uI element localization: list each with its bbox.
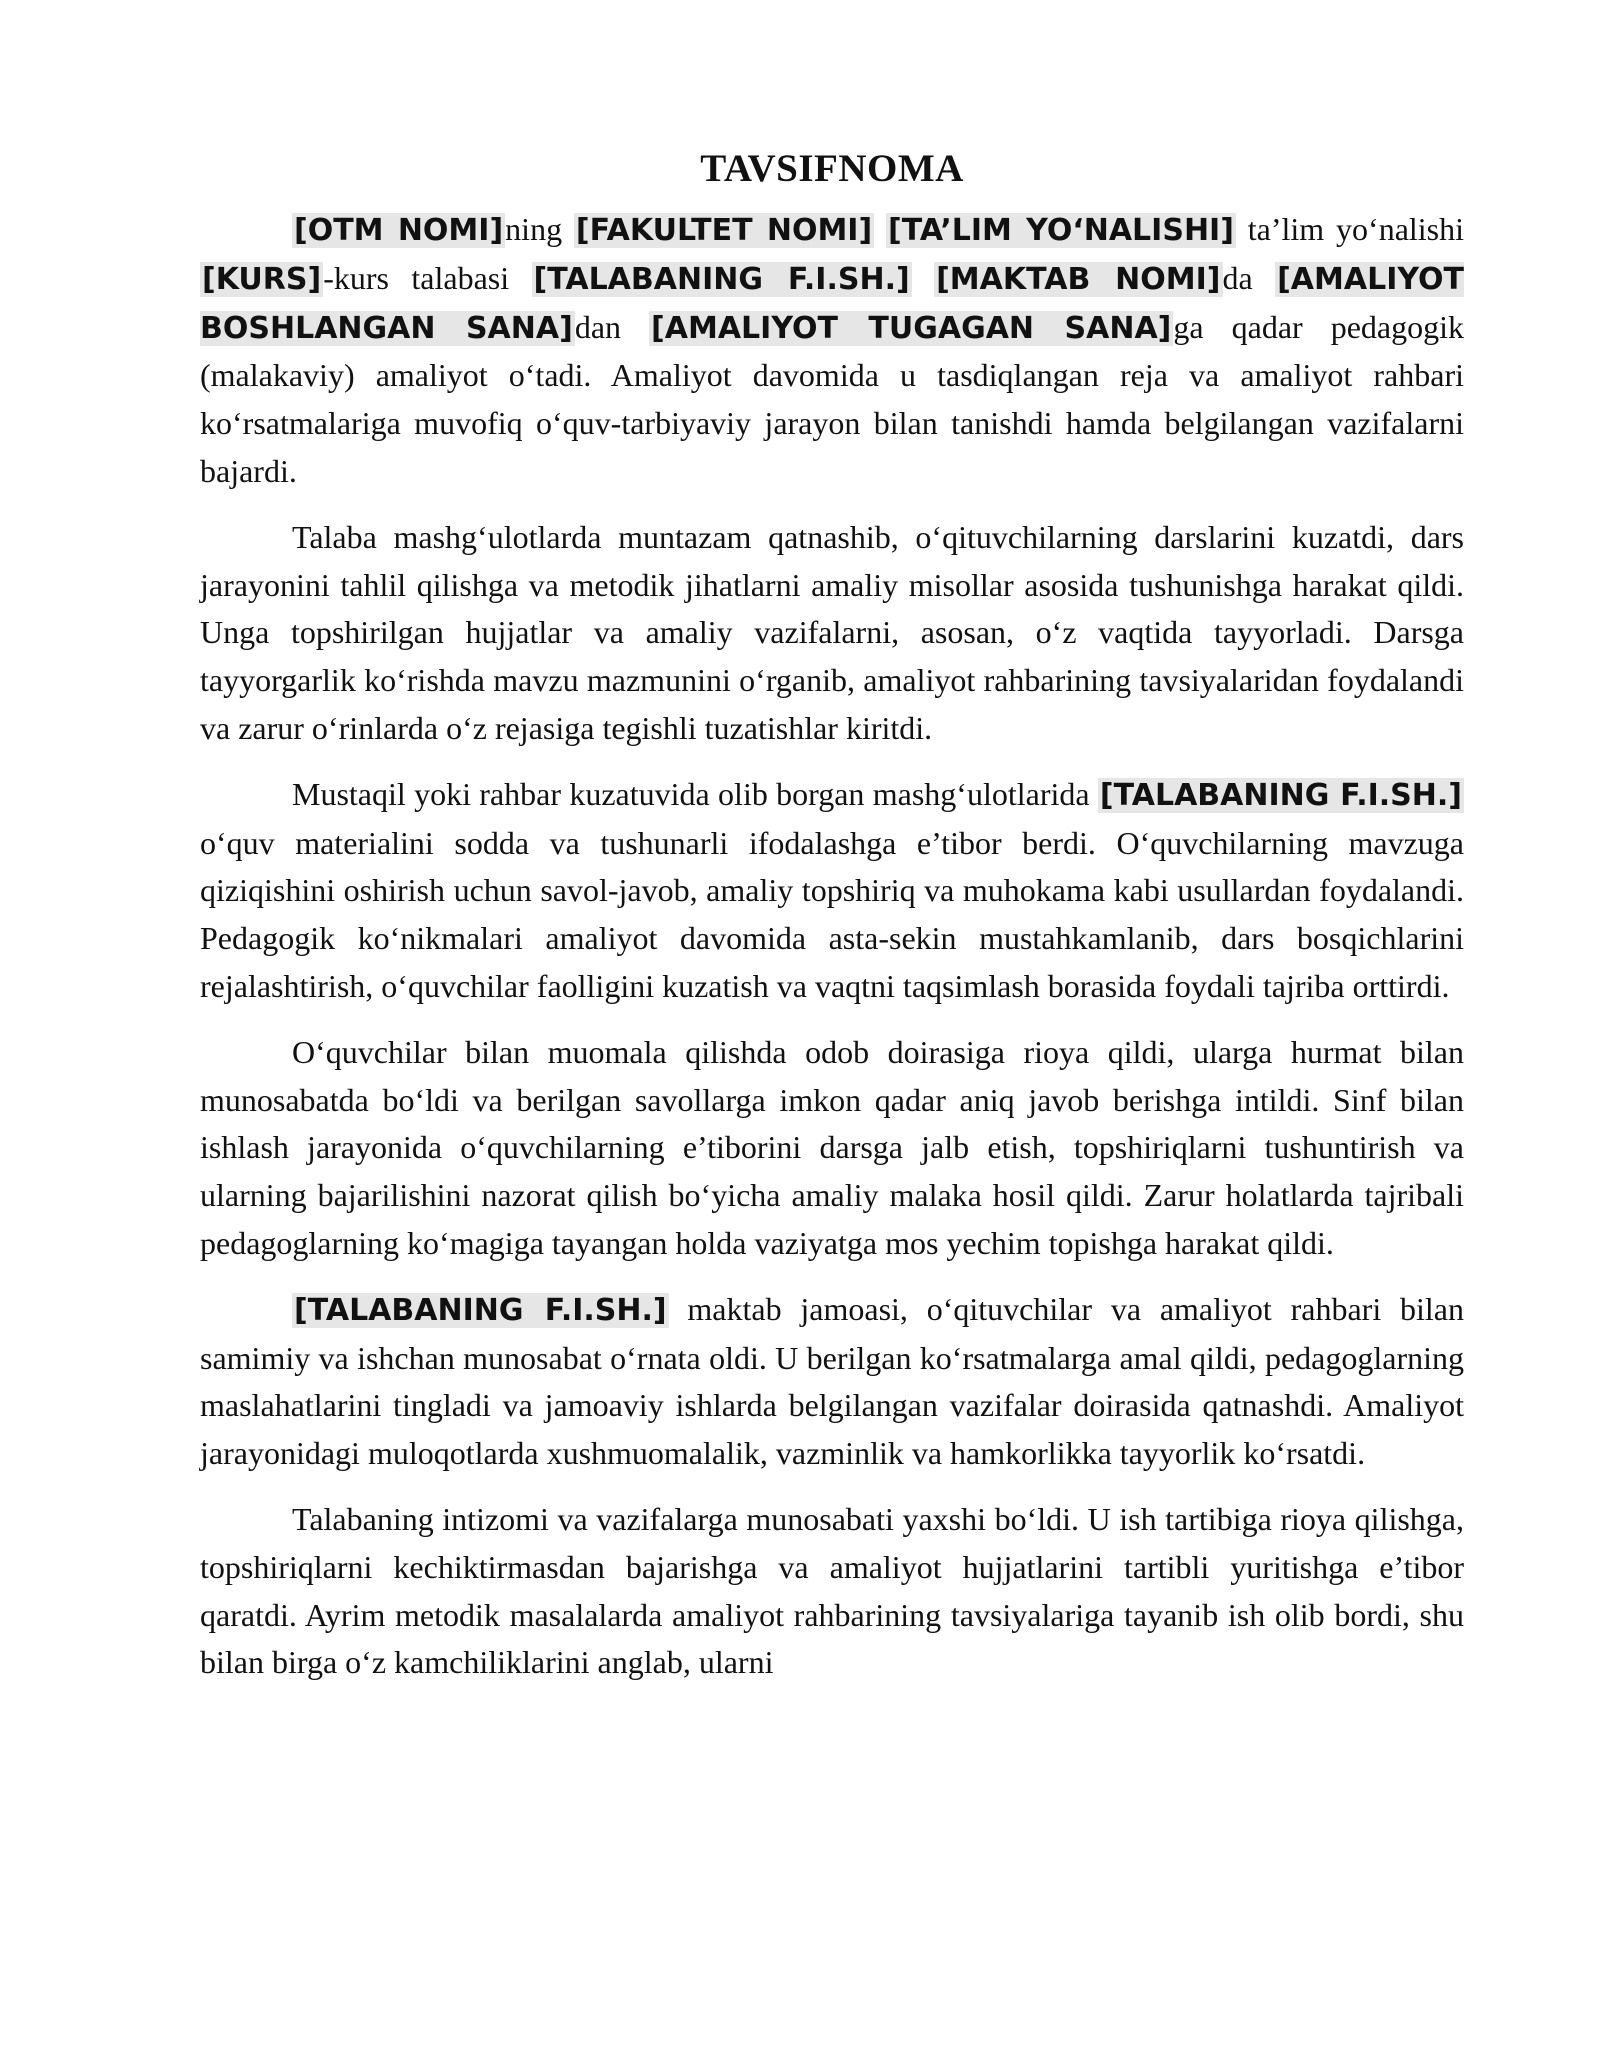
text-span: Mustaqil yoki rahbar kuzatuvida olib borgan mashg‘ulotlarida xyxy=(292,775,1098,812)
text-span: dan xyxy=(574,308,650,345)
text-span: maktab jamoasi, o‘qituvchilar va amaliyot rahbari bilan samimiy va ishchan munosabat o‘rnata oldi. U berilgan ko‘rsatmalarga amal qildi, pedagoglarning maslahatlarini tingladi va jamoaviy ishlarda belgilangan vazifalar doirasida qatnashdi. Amaliyot jarayonidagi muloqotlarda xushmuomalalik, vazminlik va hamkorlikka tayyorlik ko‘rsatdi. xyxy=(200,1290,1464,1472)
paragraph-1 xyxy=(200,206,1464,496)
text-span: o‘quv materialini sodda va tushunarli ifodalashga e’tibor berdi. O‘quvchilarning mavzuga qiziqishini oshirish uchun savol-javob, amaliy topshiriq va muhokama kabi usullardan foydalandi. Pedagogik ko‘nikmalari amaliyot davomida asta-sekin mustahkamlanib, dars bosqichlarini rejalashtirish, o‘quvchilar faolligini kuzatish va vaqtni taqsimlash borasida foydali tajriba orttirdi. xyxy=(200,824,1464,1004)
placeholder-fakultet-nomi: [FAKULTET NOMI] xyxy=(575,213,873,248)
paragraph-6: Talabaning intizomi va vazifalarga munosabati yaxshi bo‘ldi. U ish tartibiga rioya qilishga, topshiriqlarni kechiktirmasdan bajarishga va amaliyot hujjatlarini tartibli yuritishga e’tibor qaratdi. Ayrim metodik masalalarda amaliyot rahbarining tavsiyalariga tayanib ish olib bordi, shu bilan birga o‘z kamchiliklarini anglab, ularni xyxy=(200,1500,1464,1681)
placeholder-talaba-fish: [TALABANING F.I.SH.] xyxy=(533,261,910,297)
text-span: ta’lim yo‘nalishi xyxy=(1235,211,1465,247)
text-span xyxy=(874,211,886,247)
placeholder-talim-yonalishi: [TA’LIM YO‘NALISHI] xyxy=(888,213,1234,248)
document-title: TAVSIFNOMA xyxy=(700,147,964,190)
paragraph-4: O‘quvchilar bilan muomala qilishda odob doirasiga rioya qildi, ularga hurmat bilan munosabatda bo‘ldi va berilgan savollarga imkon qadar aniq javob berishga intildi. Sinf bilan ishlash jarayonida o‘quvchilarning e’tiborini darsga jalb etish, topshiriqlarni tushuntirish va ularning bajarilishini nazorat qilish bo‘yicha amaliy malaka hosil qildi. Zarur holatlarda tajribali pedagoglarning ko‘magiga tayangan holda vaziyatga mos yechim topishga harakat qildi. xyxy=(200,1033,1464,1261)
placeholder-otm-nomi: [OTM NOMI] xyxy=(294,213,504,248)
placeholder-amaliyot-boshlangan-sana: [AMALIYOT BOSHLANGAN SANA] xyxy=(200,261,1464,346)
text-span: ga qadar pedagogik (malakaviy) amaliyot o‘tadi. Amaliyot davomida u tasdiqlangan reja va amaliyot rahbari ko‘rsatmalariga muvofiq o‘quv-tarbiyaviy jarayon bilan tanishdi hamda belgilangan vazifalarni bajardi. xyxy=(200,308,1464,489)
placeholder-talaba-fish: [TALABANING F.I.SH.] xyxy=(294,1292,667,1328)
paragraph-5 xyxy=(200,1286,1464,1478)
paragraph-2: Talaba mashg‘ulotlarda muntazam qatnashib, o‘qituvchilarning darslarini kuzatdi, dars jarayonini tahlil qilishga va metodik jihatlarni amaliy misollar asosida tushunishga harakat qildi. Unga topshirilgan hujjatlar va amaliy vazifalarni, asosan, o‘z vaqtida tayyorladi. Darsga tayyorgarlik ko‘rishda mavzu mazmunini o‘rganib, amaliyot rahbarining tavsiyalaridan foydalandi va zarur o‘rinlarda o‘z rejasiga tegishli tuzatishlar kiritdi. xyxy=(200,518,1464,746)
placeholder-amaliyot-tugagan-sana: [AMALIYOT TUGAGAN SANA] xyxy=(651,310,1172,346)
placeholder-kurs: [KURS] xyxy=(202,261,322,297)
placeholder-maktab-nomi: [MAKTAB NOMI] xyxy=(936,261,1221,297)
text-span: ning xyxy=(505,211,574,247)
text-span: da xyxy=(1222,259,1276,296)
placeholder-talaba-fish: [TALABANING F.I.SH.] xyxy=(1099,777,1462,813)
text-span: -kurs talabasi xyxy=(323,259,532,296)
text-span xyxy=(912,260,934,296)
paragraph-3 xyxy=(200,771,1464,1011)
